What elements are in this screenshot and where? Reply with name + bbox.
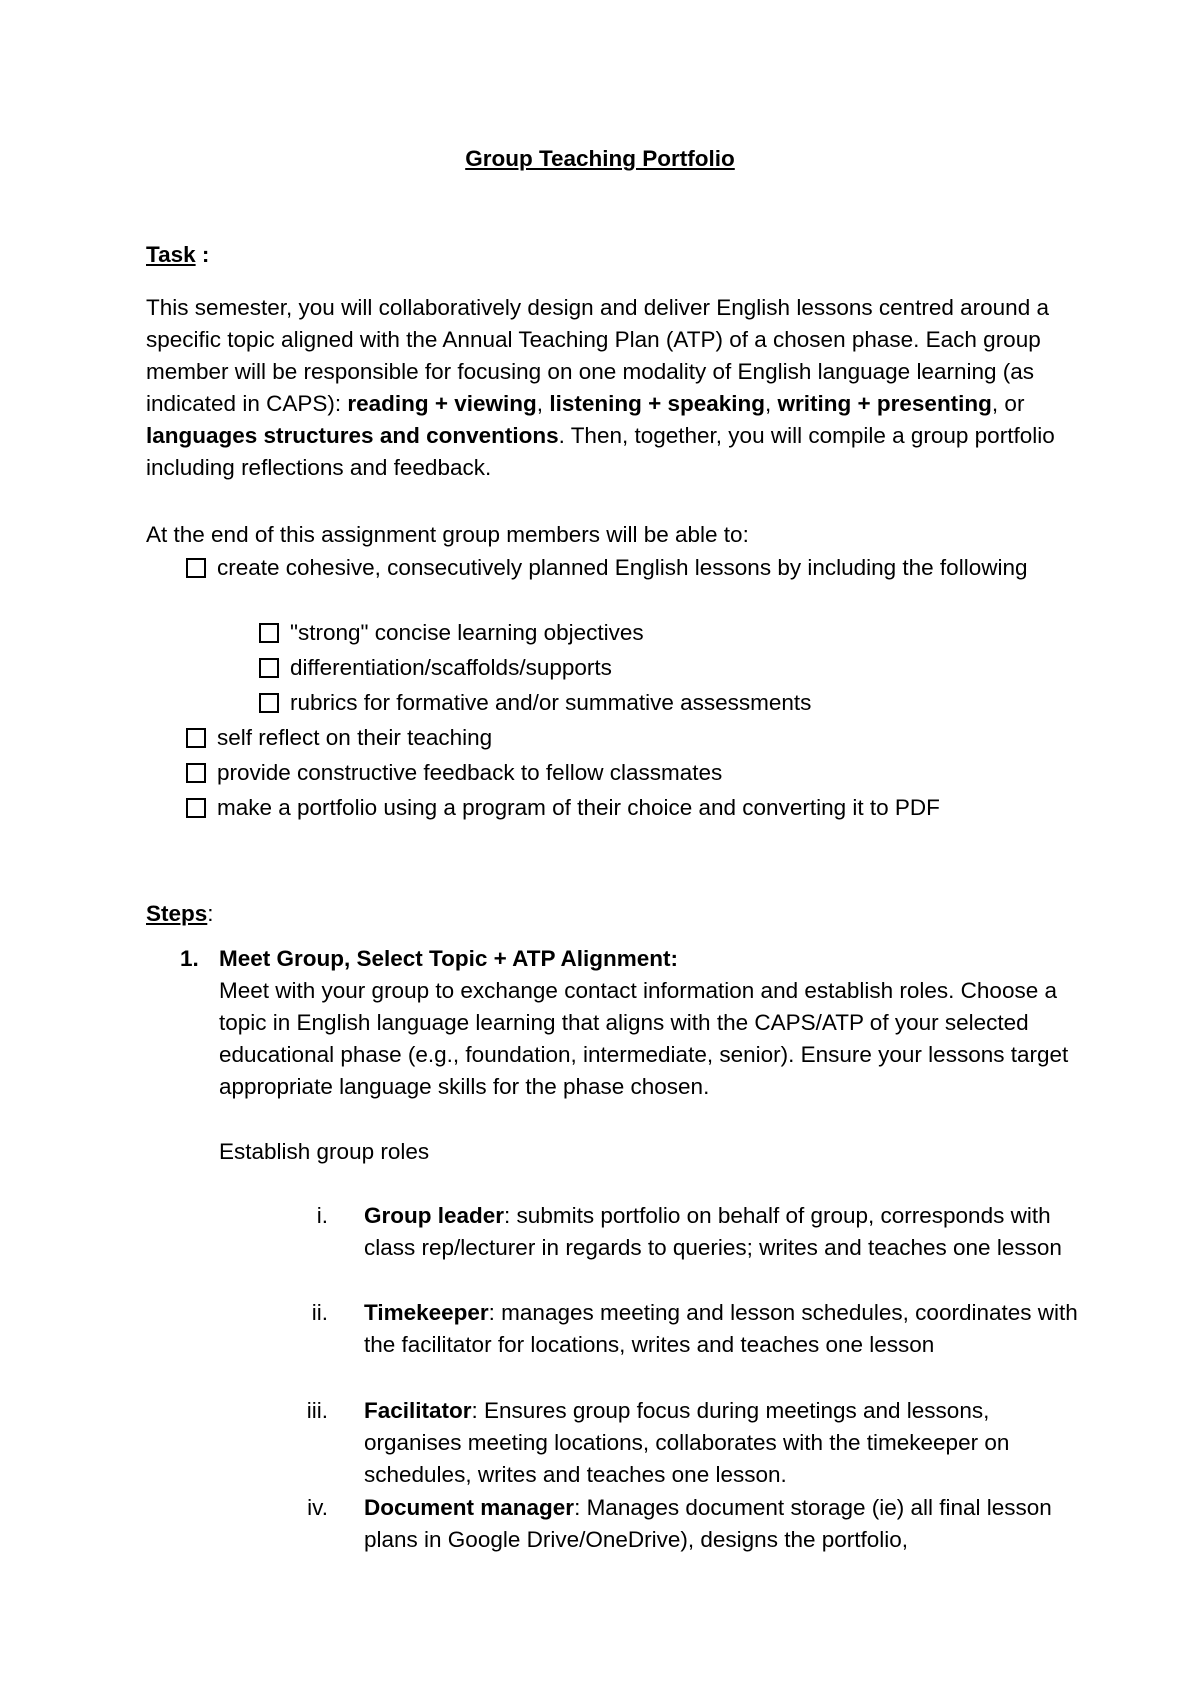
task-sep-1: , [536, 391, 550, 416]
outcome-text: make a portfolio using a program of their choice and converting it to PDF [217, 795, 940, 820]
role-numeral: i. [316, 1203, 328, 1228]
modality-listening: listening + speaking [549, 391, 765, 416]
role-item [364, 1492, 1084, 1556]
outcome-text: create cohesive, consecutively planned English lessons by including the following [217, 555, 1028, 580]
checkbox-icon[interactable] [259, 658, 279, 678]
role-name: Document manager [364, 1495, 575, 1520]
task-sep-2: , [765, 391, 778, 416]
outcome-text: self reflect on their teaching [217, 725, 493, 750]
role-numeral: iii. [306, 1398, 328, 1423]
task-paragraph [146, 292, 1086, 484]
role-name: Group leader [364, 1203, 505, 1228]
role-description: : Manages document storage (ie) all final lesson plans in Google Drive/OneDrive), designs the portfolio, [364, 1495, 1052, 1552]
outcome-text: differentiation/scaffolds/supports [290, 655, 612, 680]
outcome-item [186, 552, 1066, 584]
role-numeral: ii. [311, 1300, 328, 1325]
modality-language: languages structures and conventions [146, 423, 559, 448]
steps-heading [146, 898, 214, 930]
outcome-text: "strong" concise learning objectives [290, 620, 644, 645]
checkbox-icon[interactable] [259, 623, 279, 643]
modality-writing: writing + presenting [777, 391, 992, 416]
outcome-text: provide constructive feedback to fellow classmates [217, 760, 723, 785]
outcome-subitem [259, 687, 1059, 719]
role-item [364, 1395, 1084, 1491]
step-1 [219, 943, 1079, 1103]
outcomes-intro: At the end of this assignment group members will be able to: [146, 522, 749, 547]
checkbox-icon[interactable] [186, 798, 206, 818]
steps-heading-label: Steps [146, 901, 208, 926]
outcome-item [186, 757, 1066, 789]
task-text-outro: . Then, together, you will compile a group portfolio including reflections and feedback. [146, 423, 1055, 480]
task-heading-label: Task [146, 242, 196, 267]
checkbox-icon[interactable] [186, 558, 206, 578]
outcome-item [186, 722, 1066, 754]
step-title: Meet Group, Select Topic + ATP Alignment: [219, 946, 679, 971]
role-description: : submits portfolio on behalf of group, corresponds with class rep/lecturer in regards to queries; writes and teaches one lesson [364, 1203, 1062, 1260]
step-number: 1. [180, 946, 199, 971]
modality-reading: reading + viewing [347, 391, 537, 416]
task-heading-suffix: : [195, 242, 210, 267]
outcome-subitem [259, 617, 1059, 649]
role-item [364, 1297, 1084, 1361]
outcome-subitem [259, 652, 1059, 684]
page-title: Group Teaching Portfolio [465, 146, 735, 171]
role-name: Facilitator [364, 1398, 472, 1423]
role-item [364, 1200, 1084, 1264]
step-body: Meet with your group to exchange contact information and establish roles. Choose a topic in English language learning that aligns with the CAPS/ATP of your selected educational phase (e.g., foundation, intermediate, senior). Ensure your lessons target appropriate language skills for the phase chosen. [219, 978, 1069, 1099]
outcome-text: rubrics for formative and/or summative assessments [290, 690, 812, 715]
role-description: : Ensures group focus during meetings and lessons, organises meeting locations, collaborates with the timekeeper on schedules, writes and teaches one lesson. [364, 1398, 1010, 1487]
steps-heading-suffix: : [207, 901, 214, 926]
outcome-item [186, 792, 1066, 824]
task-heading [146, 239, 209, 271]
checkbox-icon[interactable] [186, 728, 206, 748]
role-numeral: iv. [307, 1495, 328, 1520]
role-name: Timekeeper [364, 1300, 489, 1325]
roles-intro: Establish group roles [219, 1139, 430, 1164]
task-sep-3: , or [991, 391, 1025, 416]
checkbox-icon[interactable] [259, 693, 279, 713]
task-text-intro: This semester, you will collaboratively design and deliver English lessons centred around a specific topic aligned with the Annual Teaching Plan (ATP) of a chosen phase. Each group member will be responsible for focusing on one modality of English language learning (as indicated in CAPS): [146, 295, 1049, 416]
checkbox-icon[interactable] [186, 763, 206, 783]
role-description: : manages meeting and lesson schedules, coordinates with the facilitator for locations, writes and teaches one lesson [364, 1300, 1078, 1357]
